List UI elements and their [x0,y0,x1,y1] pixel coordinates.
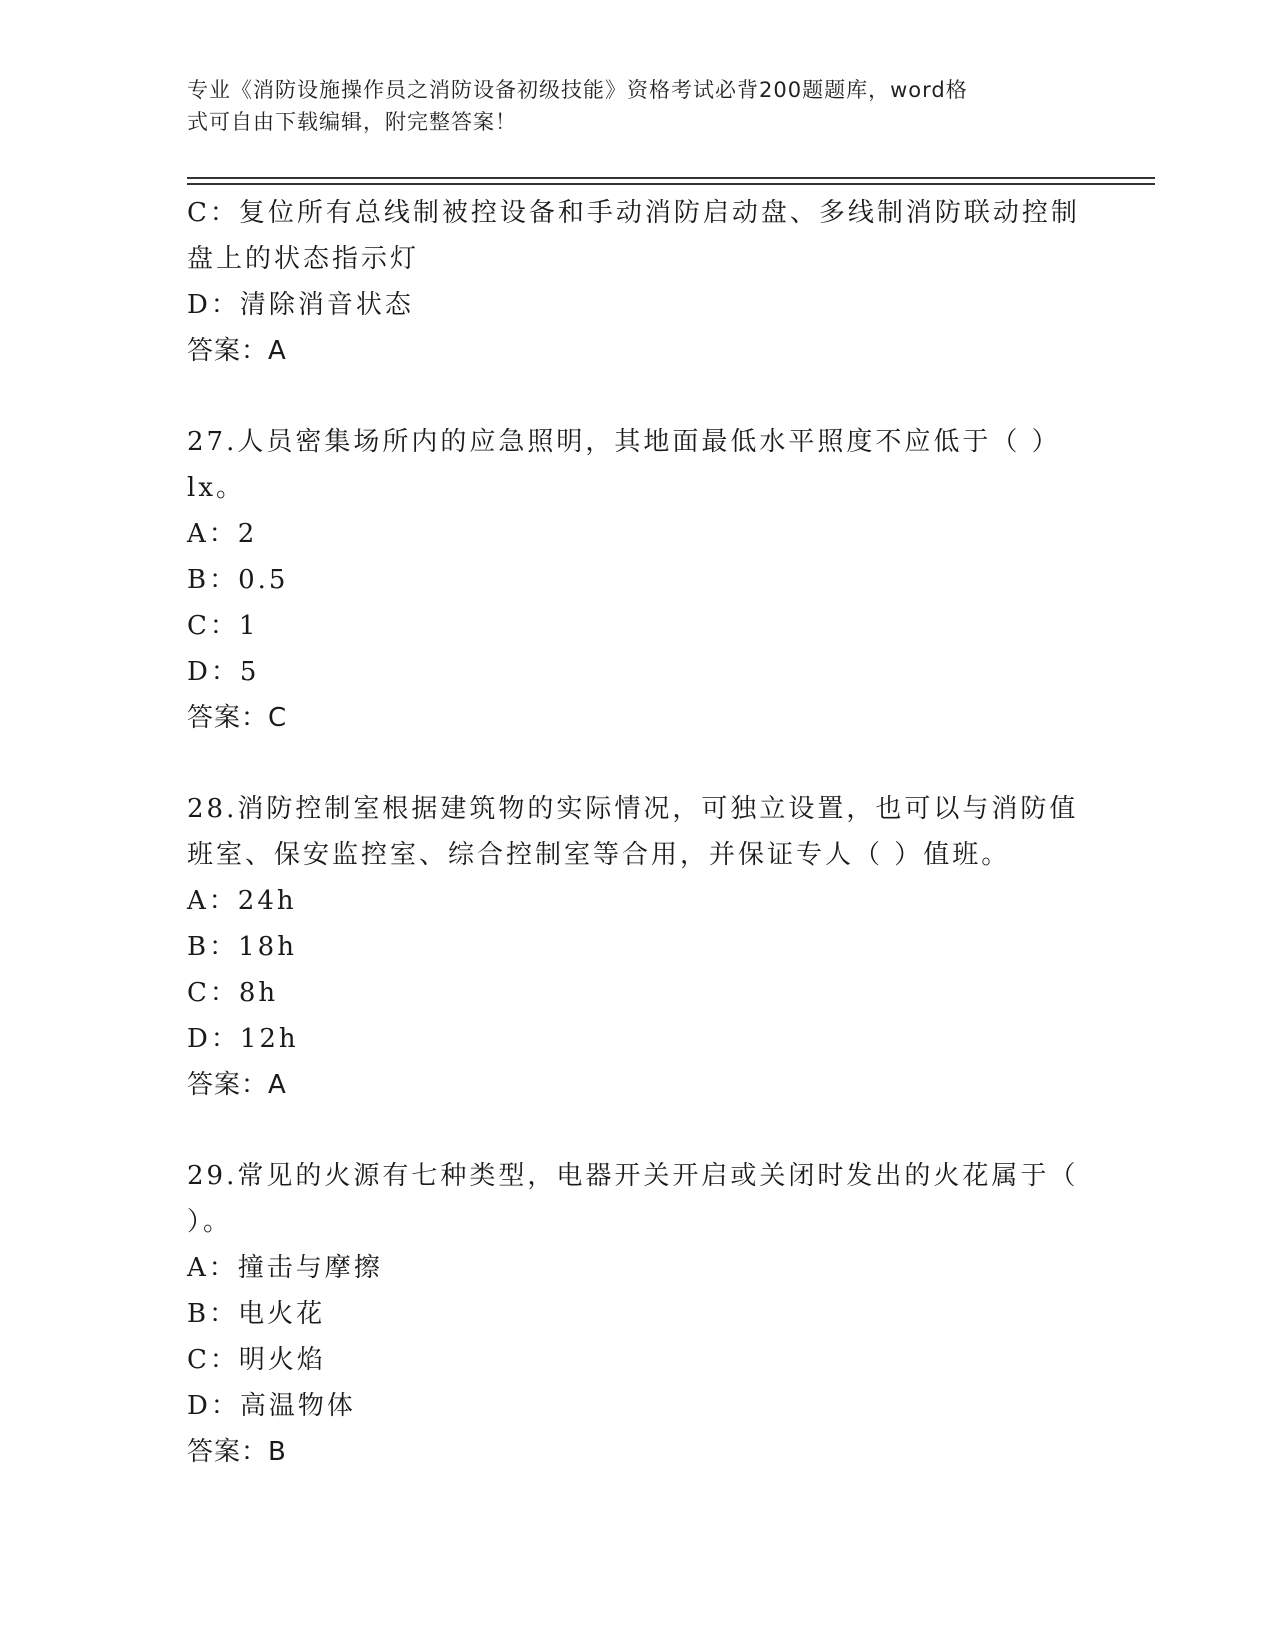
option-a: A：24h [187,886,297,916]
question-28 [187,786,1087,1108]
answer-line [187,1062,1087,1108]
question-text-continued: lx。 [187,473,245,503]
answer-label: 答案： [187,336,269,366]
question-text-continued: 班室、保安监控室、综合控制室等合用，并保证专人（ ）值班。 [187,840,1011,870]
answer-line [187,1429,1087,1475]
option-c: C：复位所有总线制被控设备和手动消防启动盘、多线制消防联动控制 [187,198,1080,228]
option-c: C：8h [187,978,279,1008]
answer-line [187,695,1087,741]
document-header [187,74,1087,138]
option-c: C：明火焰 [187,1345,326,1375]
question-text: 29.常见的火源有七种类型，电器开关开启或关闭时发出的火花属于（ [187,1161,1079,1191]
previous-question-tail [187,190,1087,374]
answer-value: B [268,1437,287,1467]
option-b: B：电火花 [187,1299,326,1329]
option-c-continued: 盘上的状态指示灯 [187,244,420,274]
option-c: C：1 [187,611,259,641]
spacer [187,741,1087,786]
spacer [187,374,1087,419]
option-b: B：18h [187,932,297,962]
answer-label: 答案： [187,703,269,733]
answer-label: 答案： [187,1070,269,1100]
option-d: D：5 [187,657,260,687]
option-b: B：0.5 [187,565,289,595]
option-a: A：撞击与摩擦 [187,1253,383,1283]
header-line-2: 式可自由下载编辑，附完整答案！ [187,110,517,134]
question-list [187,190,1087,1475]
question-text-continued: ）。 [187,1207,233,1237]
answer-value: A [268,1070,287,1100]
header-line-1: 专业《消防设施操作员之消防设备初级技能》资格考试必背200题题库，word格 [187,78,968,102]
spacer [187,1108,1087,1153]
option-a: A：2 [187,519,258,549]
question-text: 27.人员密集场所内的应急照明，其地面最低水平照度不应低于（ ） [187,427,1061,457]
header-divider-top [187,177,1155,179]
option-d: D：12h [187,1024,299,1054]
answer-value: A [268,336,287,366]
question-text: 28.消防控制室根据建筑物的实际情况，可独立设置，也可以与消防值 [187,794,1079,824]
header-divider-bottom [187,183,1155,185]
question-29 [187,1153,1087,1475]
answer-line [187,328,1087,374]
answer-label: 答案： [187,1437,269,1467]
option-d: D：清除消音状态 [187,290,414,320]
answer-value: C [268,703,288,733]
question-27 [187,419,1087,741]
option-d: D：高温物体 [187,1391,356,1421]
